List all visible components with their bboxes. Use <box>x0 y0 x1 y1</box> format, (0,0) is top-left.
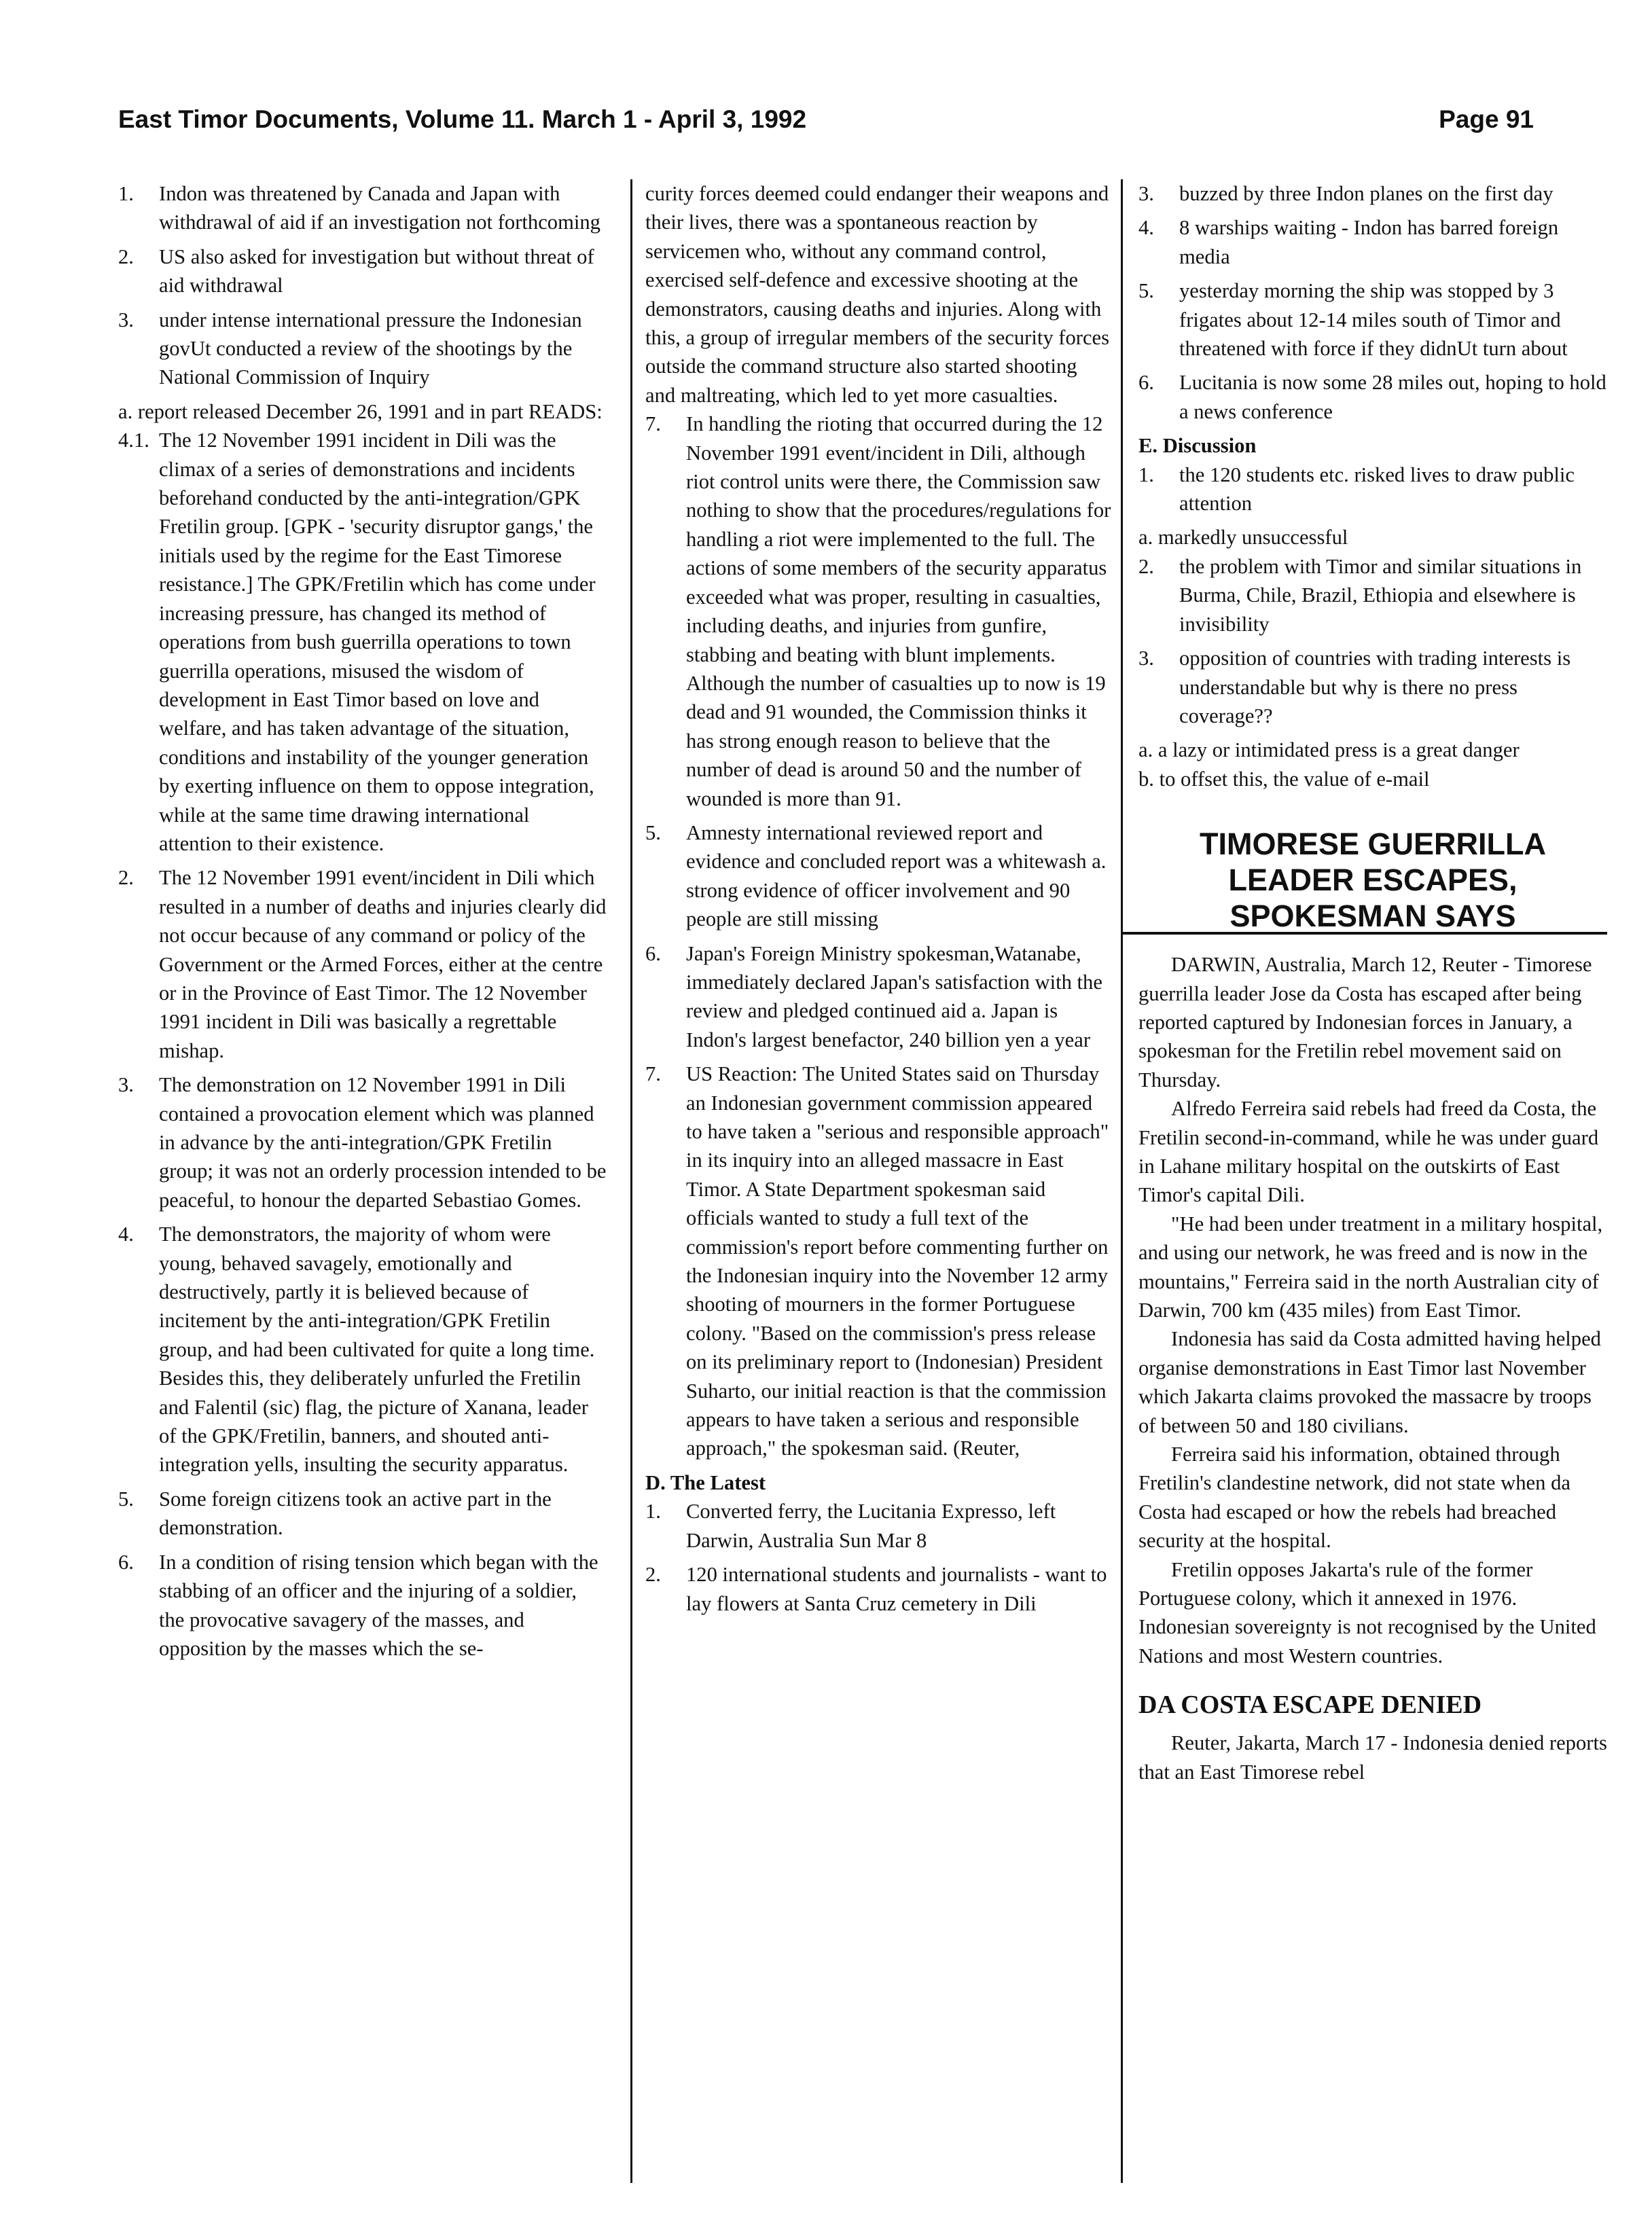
item-text: The 12 November 1991 event/incident in Dili which resulted in a number of deaths and injuries clearly did not occur because of any command or policy of the Government or the Armed Forces, either at the centre or in the Province of East Timor. The 12 November 1991 incident in Dili was basically a regrettable mishap. <box>159 866 607 1062</box>
item-text: Some foreign citizens took an active part in the demonstration. <box>159 1487 552 1540</box>
list-item <box>1138 644 1607 730</box>
list-item <box>1138 276 1607 363</box>
item-number: 1. <box>118 182 134 205</box>
list-item <box>118 1070 607 1214</box>
item-number: 3. <box>118 1073 134 1097</box>
item-text: Indon was threatened by Canada and Japan with withdrawal of aid if an investigation not forthcoming <box>159 182 600 234</box>
article-headline-2: DA COSTA ESCAPE DENIED <box>1138 1691 1482 1720</box>
item-text: buzzed by three Indon planes on the first day <box>1179 182 1554 205</box>
column-rule-2 <box>1121 179 1123 2183</box>
item-number: 3. <box>118 308 134 331</box>
item-number: 2. <box>645 1563 661 1587</box>
page-number: Page 91 <box>1439 105 1534 133</box>
article-paragraph: Ferreira said his information, obtained through Fretilin's clandestine network, did not state when da Costa had escaped or how the rebels had breached security at the hospital. <box>1138 1443 1570 1553</box>
page-header <box>118 103 1534 136</box>
list-item <box>118 1485 607 1542</box>
item-text: Amnesty international reviewed report and evidence and concluded report was a whitewash a. strong evidence of officer involvement and 90 people are still missing <box>686 820 1107 931</box>
sub-item: a. a lazy or intimidated press is a great danger <box>1138 738 1520 762</box>
item-number: 4.1. <box>118 429 149 452</box>
list-item <box>1138 368 1607 426</box>
list-item <box>1138 461 1607 518</box>
list-item <box>1138 213 1607 271</box>
list-item <box>645 818 1111 934</box>
sub-item: a. markedly unsuccessful <box>1138 526 1348 549</box>
item-number: 1. <box>1138 463 1154 486</box>
article-headline: TIMORESE GUERRILLA LEADER ESCAPES, SPOKESMAN SAYS <box>1199 827 1546 934</box>
section-heading: E. Discussion <box>1138 434 1257 458</box>
item-text: the problem with Timor and similar situations in Burma, Chile, Brazil, Ethiopia and elsewhere is invisibility <box>1179 554 1582 636</box>
item-number: 2. <box>1138 554 1154 578</box>
list-item <box>118 179 607 237</box>
article-paragraph: DARWIN, Australia, March 12, Reuter - Timorese guerrilla leader Jose da Costa has escaped after being reported captured by Indonesian forces in January, a spokesman for the Fretilin rebel movement said on Thursday. <box>1138 953 1592 1091</box>
item-number: 4. <box>118 1223 134 1246</box>
item-text: yesterday morning the ship was stopped by 3 frigates about 12-14 miles south of Timor and threatened with force if they didnUt turn about <box>1179 279 1568 361</box>
column-rule-1 <box>630 179 632 2183</box>
column-2 <box>645 179 1111 1623</box>
item-text: Lucitania is now some 28 miles out, hoping to hold a news conference <box>1179 371 1606 423</box>
list-item <box>645 1497 1111 1555</box>
sub-item: a. report released December 26, 1991 and in part READS: <box>118 399 603 423</box>
item-text: The 12 November 1991 incident in Dili was the climax of a series of demonstrations and incidents beforehand conducted by the anti-integration/GPK Fretilin group. [GPK - 'security disruptor gangs,' the initials used by the regime for the East Timorese resistance.] The GPK/Fretilin which has come under increasing pressure, has changed its method of operations from bush guerrilla operations to town guerrilla operations, misused the wisdom of development in East Timor based on love and welfare, and has taken advantage of the situation, conditions and instability of the younger generation by exerting influence on them to oppose integration, while at the same time drawing international attention to their existence. <box>159 429 596 855</box>
item-number: 4. <box>1138 216 1154 240</box>
item-number: 7. <box>645 1062 661 1086</box>
item-text: opposition of countries with trading interests is understandable but why is there no press coverage?? <box>1179 647 1571 727</box>
item-number: 6. <box>645 941 661 965</box>
item-text: 120 international students and journalists - want to lay flowers at Santa Cruz cemetery in Dili <box>686 1563 1107 1615</box>
item-text: US Reaction: The United States said on Thursday an Indonesian government commission appeared to have taken a "serious and responsible approach" in its inquiry into an alleged massacre in East Timor. A State Department spokesman said officials wanted to study a full text of the commission's report before commenting further on the Indonesian inquiry into the November 12 army shooting of mourners in the former Portuguese colony. "Based on the commission's press release on its preliminary report to (Indonesian) President Suharto, our initial reaction is that the commission appears to have taken a serious and responsible approach," the spokesman said. (Reuter, <box>686 1062 1109 1460</box>
section-heading: D. The Latest <box>645 1470 766 1494</box>
list-item <box>645 410 1111 813</box>
item-text: In a condition of rising tension which began with the stabbing of an officer and the injuring of a soldier, the provocative savagery of the masses, and opposition by the masses which the se- <box>159 1550 598 1660</box>
item-text: US also asked for investigation but without threat of aid withdrawal <box>159 245 594 297</box>
column-1 <box>118 179 607 1668</box>
item-number: 3. <box>1138 647 1154 670</box>
item-number: 5. <box>645 820 661 844</box>
running-title: East Timor Documents, Volume 11. March 1 - April 3, 1992 <box>118 105 807 133</box>
list-item <box>118 863 607 1065</box>
item-text: The demonstration on 12 November 1991 in Dili contained a provocation element which was planned in advance by the anti-integration/GPK Fretilin group; it was not an orderly procession intended to be peaceful, to honour the departed Sebastiao Gomes. <box>159 1073 607 1212</box>
list-item <box>118 242 607 300</box>
item-text: In handling the rioting that occurred during the 12 November 1991 event/incident in Dili, although riot control units were there, the Commission saw nothing to show that the procedures/regulations for handling a riot were implemented to the full. The actions of some members of the security apparatus exceeded what was proper, resulting in casualties, including deaths, and injuries from gunfire, stabbing and beating with blunt implements. Although the number of casualties up to now is 19 dead and 91 wounded, the Commission thinks it has strong enough reason to believe that the number of dead is around 50 and the number of wounded is more than 91. <box>686 412 1111 810</box>
article-paragraph: Alfredo Ferreira said rebels had freed da Costa, the Fretilin second-in-command, while he was under guard in Lahane military hospital on the outskirts of East Timor's capital Dili. <box>1138 1097 1599 1207</box>
article-paragraph: Fretilin opposes Jakarta's rule of the former Portuguese colony, which it annexed in 1976. Indonesian sovereignty is not recognised by the United Nations and most Western countries. <box>1138 1557 1596 1667</box>
list-item <box>1138 179 1607 208</box>
column-3 <box>1138 179 1607 1786</box>
item-text: Japan's Foreign Ministry spokesman,Watanabe, immediately declared Japan's satisfaction with the review and pledged continued aid a. Japan is Indon's largest benefactor, 240 billion yen a year <box>686 941 1102 1051</box>
item-text: the 120 students etc. risked lives to draw public attention <box>1179 463 1575 516</box>
item-number: 2. <box>118 866 134 890</box>
list-item <box>645 1560 1111 1618</box>
item-text: The demonstrators, the majority of whom were young, behaved savagely, emotionally and destructively, partly it is believed because of incitement by the anti-integration/GPK Fretilin group, and had been cultivated for quite a long time. Besides this, they deliberately unfurled the Fretilin and Falentil (sic) flag, the picture of Xanana, leader of the GPK/Fretilin, banners, and shouted anti-integration yells, insulting the security apparatus. <box>159 1223 595 1477</box>
sub-item: b. to offset this, the value of e-mail <box>1138 767 1430 791</box>
item-number: 6. <box>1138 371 1154 395</box>
item-number: 7. <box>645 412 661 436</box>
list-item <box>118 306 607 392</box>
item-number: 2. <box>118 245 134 268</box>
article-paragraph: Indonesia has said da Costa admitted having helped organise demonstrations in East Timor last November which Jakarta claims provoked the massacre by troops of between 50 and 180 civilians. <box>1138 1327 1601 1437</box>
item-number: 1. <box>645 1500 661 1523</box>
list-item <box>645 1060 1111 1463</box>
continued-text: curity forces deemed could endanger their weapons and their lives, there was a spontaneous reaction by servicemen who, without any command control, exercised self-defence and excessive shooting at the demonstrators, causing deaths and injuries. Along with this, a group of irregular members of the security forces outside the command structure also started shooting and maltreating, which led to yet more casualties. <box>645 182 1110 407</box>
item-number: 3. <box>1138 182 1154 205</box>
item-text: 8 warships waiting - Indon has barred foreign media <box>1179 216 1559 268</box>
item-number: 5. <box>1138 279 1154 303</box>
list-item <box>118 1548 607 1663</box>
list-item <box>118 426 607 858</box>
item-number: 5. <box>118 1487 134 1511</box>
item-text: Converted ferry, the Lucitania Expresso, left Darwin, Australia Sun Mar 8 <box>686 1500 1056 1552</box>
item-number: 6. <box>118 1550 134 1574</box>
list-item <box>1138 552 1607 638</box>
article-paragraph: "He had been under treatment in a military hospital, and using our network, he was freed and is now in the mountains," Ferreira said in the north Australian city of Darwin, 700 km (435 miles) from East Timor. <box>1138 1212 1603 1322</box>
list-item <box>645 939 1111 1055</box>
article-paragraph: Reuter, Jakarta, March 17 - Indonesia denied reports that an East Timorese rebel <box>1138 1731 1607 1784</box>
item-text: under intense international pressure the Indonesian govUt conducted a review of the shootings by the National Commission of Inquiry <box>159 308 582 389</box>
list-item <box>118 1220 607 1479</box>
